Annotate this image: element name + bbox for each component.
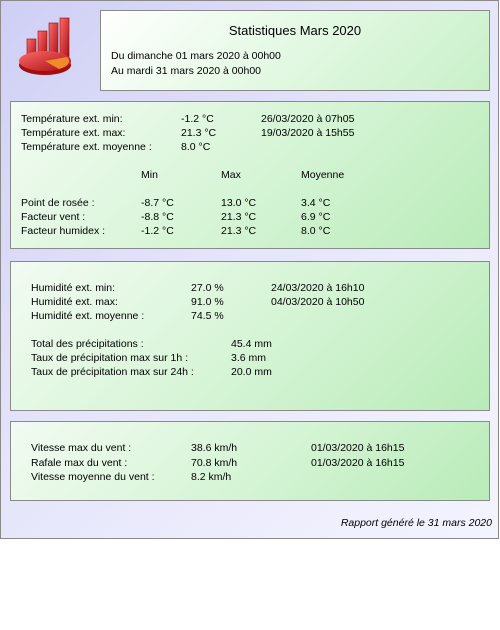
windchill-avg: 6.9 °C [301,211,331,223]
wind-avg-value: 8.2 km/h [191,471,232,483]
column-header-avg: Moyenne [301,169,345,181]
dewpoint-label: Point de rosée : [21,197,95,209]
dewpoint-max: 13.0 °C [221,197,257,209]
humidity-min-date: 24/03/2020 à 16h10 [271,282,365,294]
humidex-min: -1.2 °C [141,225,174,237]
precip-total-value: 45.4 mm [231,338,272,350]
wind-avg-label: Vitesse moyenne du vent : [31,471,155,483]
dewpoint-avg: 3.4 °C [301,197,331,209]
temp-max-value: 21.3 °C [181,127,217,139]
temp-min-date: 26/03/2020 à 07h05 [261,113,355,125]
windchill-max: 21.3 °C [221,211,257,223]
column-header-min: Min [141,169,158,181]
humidity-avg-value: 74.5 % [191,310,224,322]
humidex-max: 21.3 °C [221,225,257,237]
humidity-min-label: Humidité ext. min: [31,282,116,294]
wind-max-label: Vitesse max du vent : [31,442,132,454]
humidity-panel [10,261,490,411]
precip-rate-1h-value: 3.6 mm [231,352,267,364]
page-title: Statistiques Mars 2020 [228,23,362,38]
wind-gust-date: 01/03/2020 à 16h15 [311,457,405,469]
wind-max-date: 01/03/2020 à 16h15 [311,442,405,454]
precip-total-label: Total des précipitations : [31,338,144,350]
windchill-min: -8.8 °C [141,211,174,223]
humidity-max-date: 04/03/2020 à 10h50 [271,296,365,308]
humidity-min-value: 27.0 % [191,282,224,294]
temp-max-label: Température ext. max: [21,127,126,139]
humidex-avg: 8.0 °C [301,225,331,237]
wind-max-value: 38.6 km/h [191,442,238,454]
report-header [100,10,490,91]
windchill-label: Facteur vent : [21,211,86,223]
temperature-panel [10,101,490,249]
humidity-max-value: 91.0 % [191,296,224,308]
wind-panel [10,421,490,501]
column-header-max: Max [221,169,241,181]
report-footer: Rapport généré le 31 mars 2020 [340,517,492,529]
chart-logo-icon [15,15,77,77]
temp-max-date: 19/03/2020 à 15h55 [261,127,355,139]
precip-rate-24h-label: Taux de précipitation max sur 24h : [31,366,194,378]
dewpoint-min: -8.7 °C [141,197,174,209]
temp-min-label: Température ext. min: [21,113,123,125]
period-start: Du dimanche 01 mars 2020 à 00h00 [111,50,281,62]
precip-rate-24h-value: 20.0 mm [231,366,272,378]
temp-avg-label: Température ext. moyenne : [21,141,152,153]
humidity-avg-label: Humidité ext. moyenne : [31,310,145,322]
temp-avg-value: 8.0 °C [181,141,211,153]
humidex-label: Facteur humidex : [21,225,106,237]
temp-min-value: -1.2 °C [181,113,214,125]
period-end: Au mardi 31 mars 2020 à 00h00 [111,65,262,77]
precip-rate-1h-label: Taux de précipitation max sur 1h : [31,352,188,364]
wind-gust-value: 70.8 km/h [191,457,238,469]
humidity-max-label: Humidité ext. max: [31,296,118,308]
wind-gust-label: Rafale max du vent : [31,457,128,469]
